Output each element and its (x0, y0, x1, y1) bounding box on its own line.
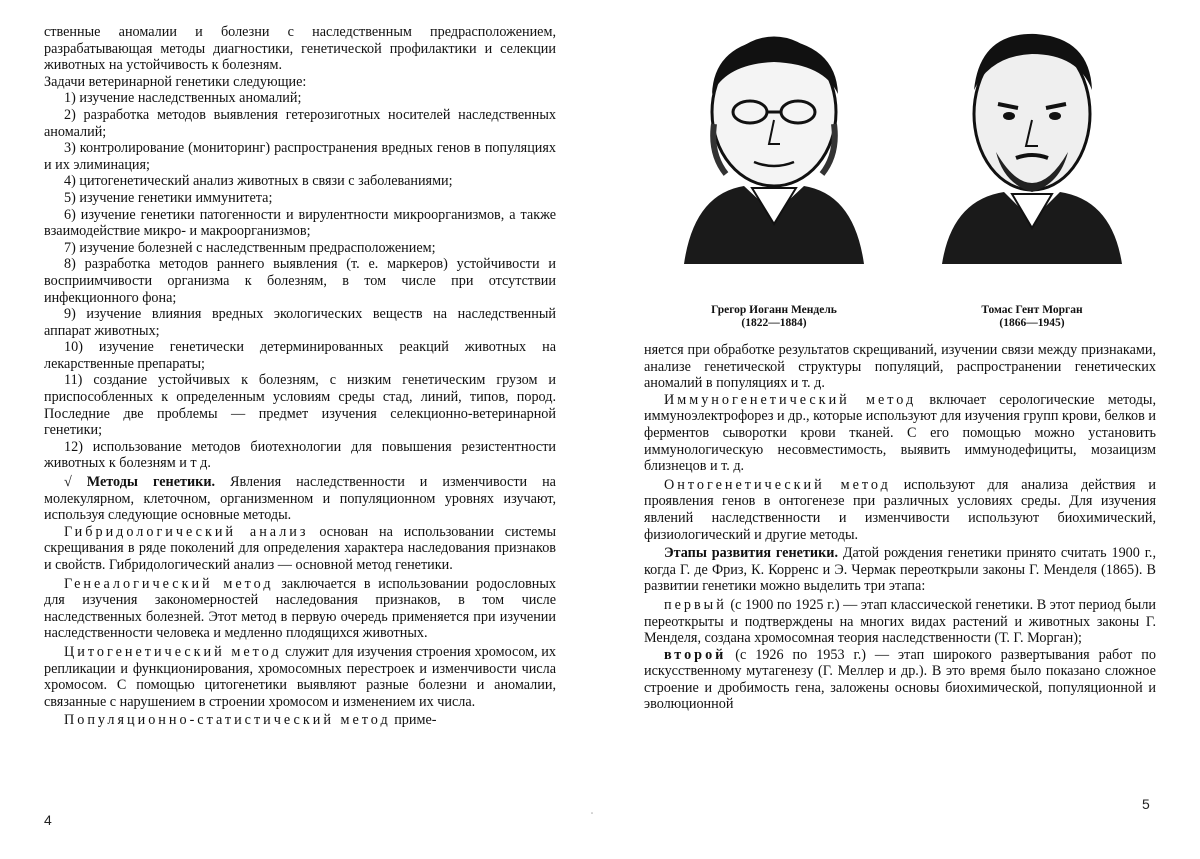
task-item-2: 2) разработка методов выявления гетерозиготных носителей наследственных аномалий; (44, 106, 556, 140)
methods-text: Явления наследственности и изменчивости на молекулярном, клеточном, организменном и популяционном уровнях изучают, используя следующие основные методы. (44, 474, 556, 524)
paragraph-immuno (644, 392, 1156, 475)
right-page (644, 24, 1156, 713)
task-item-4: 4) цитогенетический анализ животных в связи с заболеваниями; (64, 173, 453, 190)
first-stage-text: (с 1900 по 1925 г.) — этап классической генетики. В этот период были переоткрыты и подтверждены на многих видах растений и животных законы Г. Менделя, создана хромосомная теория наследственности (Т. Г. Морган); (644, 596, 1156, 647)
portrait-morgan (932, 24, 1132, 264)
page-number-left: 4 (44, 812, 52, 828)
immuno-term: Иммуногенетический метод (664, 391, 917, 408)
morgan-engraving-icon (932, 24, 1132, 264)
paragraph-hybrid (44, 524, 556, 574)
task-item-8: 8) разработка методов раннего выявления (т. е. маркеров) устойчивости и восприимчивости организма к болезням, в том числе при отсутствии инфекционного фона; (44, 256, 556, 306)
paragraph-onto (644, 477, 1156, 543)
cyto-term: Цитогенетический метод (64, 643, 282, 660)
task-item-3: 3) контролирование (мониторинг) распространения вредных генов в популяциях и их элиминация; (44, 140, 556, 173)
right-page-text (644, 342, 1156, 713)
mendel-engraving-icon (674, 24, 874, 264)
paragraph-second-stage (644, 647, 1156, 713)
page-number-right: 5 (1142, 796, 1150, 812)
immuno-text: включает серологические методы, иммуноэлектрофорез и др., которые используют для изучения групп крови, белков и ферментов сыворотки крови тканей. С его помощью можно установить иммунологическую несовместимость, выявить иммунодефициты, мозаицизм близнецов и т. д. (644, 391, 1156, 475)
task-item-6: 6) изучение генетики патогенности и вирулентности микроорганизмов, а также взаимодействие микро- и макроорганизмов; (44, 206, 556, 240)
task-item-10: 10) изучение генетически детерминированных реакций животных на лекарственные препараты; (44, 339, 556, 372)
genealogy-term: Генеалогический метод (64, 575, 274, 592)
caption-mendel-years: (1822—1884) (741, 317, 807, 329)
onto-text: используют для анализа действия и проявления генов в онтогенезе при различных условиях среды. Для изучения явлений наследственности и изменчивости используют биохимический, физиологический и другие методы. (644, 476, 1156, 543)
task-item-12: 12) использование методов биотехнологии для повышения резистентности животных к болезням и т д. (44, 438, 556, 472)
paragraph-tasks-lead: Задачи ветеринарной генетики следующие: (44, 73, 307, 90)
second-stage-text: (с 1926 по 1953 г.) — этап широкого развертывания работ по искусственному мутагенезу (Г. Меллер и др.). В это время было показано сложное строение и дробимость гена, заложены основы биохимической, популяционной и эволюционной (644, 646, 1156, 713)
paragraph-genealogy (44, 576, 556, 642)
stages-heading: Этапы развития генетики. (664, 545, 838, 562)
paragraph-stages (644, 545, 1156, 595)
hybrid-term: Гибридологический анализ (64, 523, 309, 540)
task-item-7: 7) изучение болезней с наследственным предрасположением; (64, 239, 436, 256)
first-stage-term: первый (664, 596, 727, 613)
task-item-9: 9) изучение влияния вредных экологических веществ на наследственный аппарат животных; (44, 306, 556, 339)
paragraph-pop-continued: няется при обработке результатов скрещиваний, изучении связи между признаками, анализе генетической структуры популяций, распространении генетических аномалий в популяциях и т. д. (644, 342, 1156, 392)
caption-mendel (654, 304, 894, 330)
caption-mendel-name: Грегор Иоганн Мендель (711, 304, 837, 316)
paragraph-cyto (44, 644, 556, 710)
paragraph-methods (44, 474, 556, 524)
caption-morgan (932, 304, 1132, 330)
onto-term: Онтогенетический метод (664, 476, 891, 493)
task-item-1: 1) изучение наследственных аномалий; (64, 90, 302, 107)
hybrid-text: основан на использовании системы скрещивания в ряде поколений для определения характера наследования признаков и свойств. Гибридологический анализ — основной метод генетики. (44, 523, 556, 573)
left-page (44, 24, 556, 729)
task-item-11: 11) создание устойчивых к болезням, с низким генетическим грузом и приспособленных к определенным условиям среды стад, линий, типов, пород. Последние две проблемы — предмет изучения селекционно-ветеринарной генетики; (44, 372, 556, 439)
paragraph-first-stage (644, 597, 1156, 647)
methods-heading: √ Методы генетики. (64, 474, 216, 491)
pop-term: Популяционно-статистический метод (64, 712, 391, 729)
task-item-5: 5) изучение генетики иммунитета; (64, 189, 273, 206)
gutter-mark-icon: ׂ ׂ (592, 810, 595, 824)
caption-morgan-years: (1866—1945) (999, 317, 1065, 329)
genealogy-text: заключается в использовании родословных для изучения закономерностей наследования признаков, в том числе наследственных болезней. Этот метод в первую очередь применяется при изучении наследственности человека и медленно плодящихся животных. (44, 575, 557, 642)
pop-text: приме- (390, 712, 437, 729)
second-stage-term: второй (664, 646, 727, 663)
caption-morgan-name: Томас Гент Морган (981, 304, 1083, 316)
portrait-mendel (674, 24, 874, 264)
portraits-block (644, 24, 1156, 342)
paragraph-intro: ственные аномалии и болезни с наследственным предрасположением, разрабатывающая методы диагностики, генетической профилактики и селекции животных на устойчивость к болезням. (44, 24, 556, 74)
stages-text: Датой рождения генетики принято считать 1900 г., когда Г. де Фриз, К. Корренс и Э. Чермак переоткрыли законы Г. Менделя (1865). В развитии генетики можно выделить три этапа: (644, 545, 1157, 595)
paragraph-pop (44, 712, 556, 729)
cyto-text: служит для изучения строения хромосом, их репликации и функционирования, хромосомных перестроек и изменчивости числа хромосом. С помощью цитогенетики выявляют разные болезни и аномалии, связанные с нарушением в строении хромосом и изменением их числа. (44, 643, 556, 710)
